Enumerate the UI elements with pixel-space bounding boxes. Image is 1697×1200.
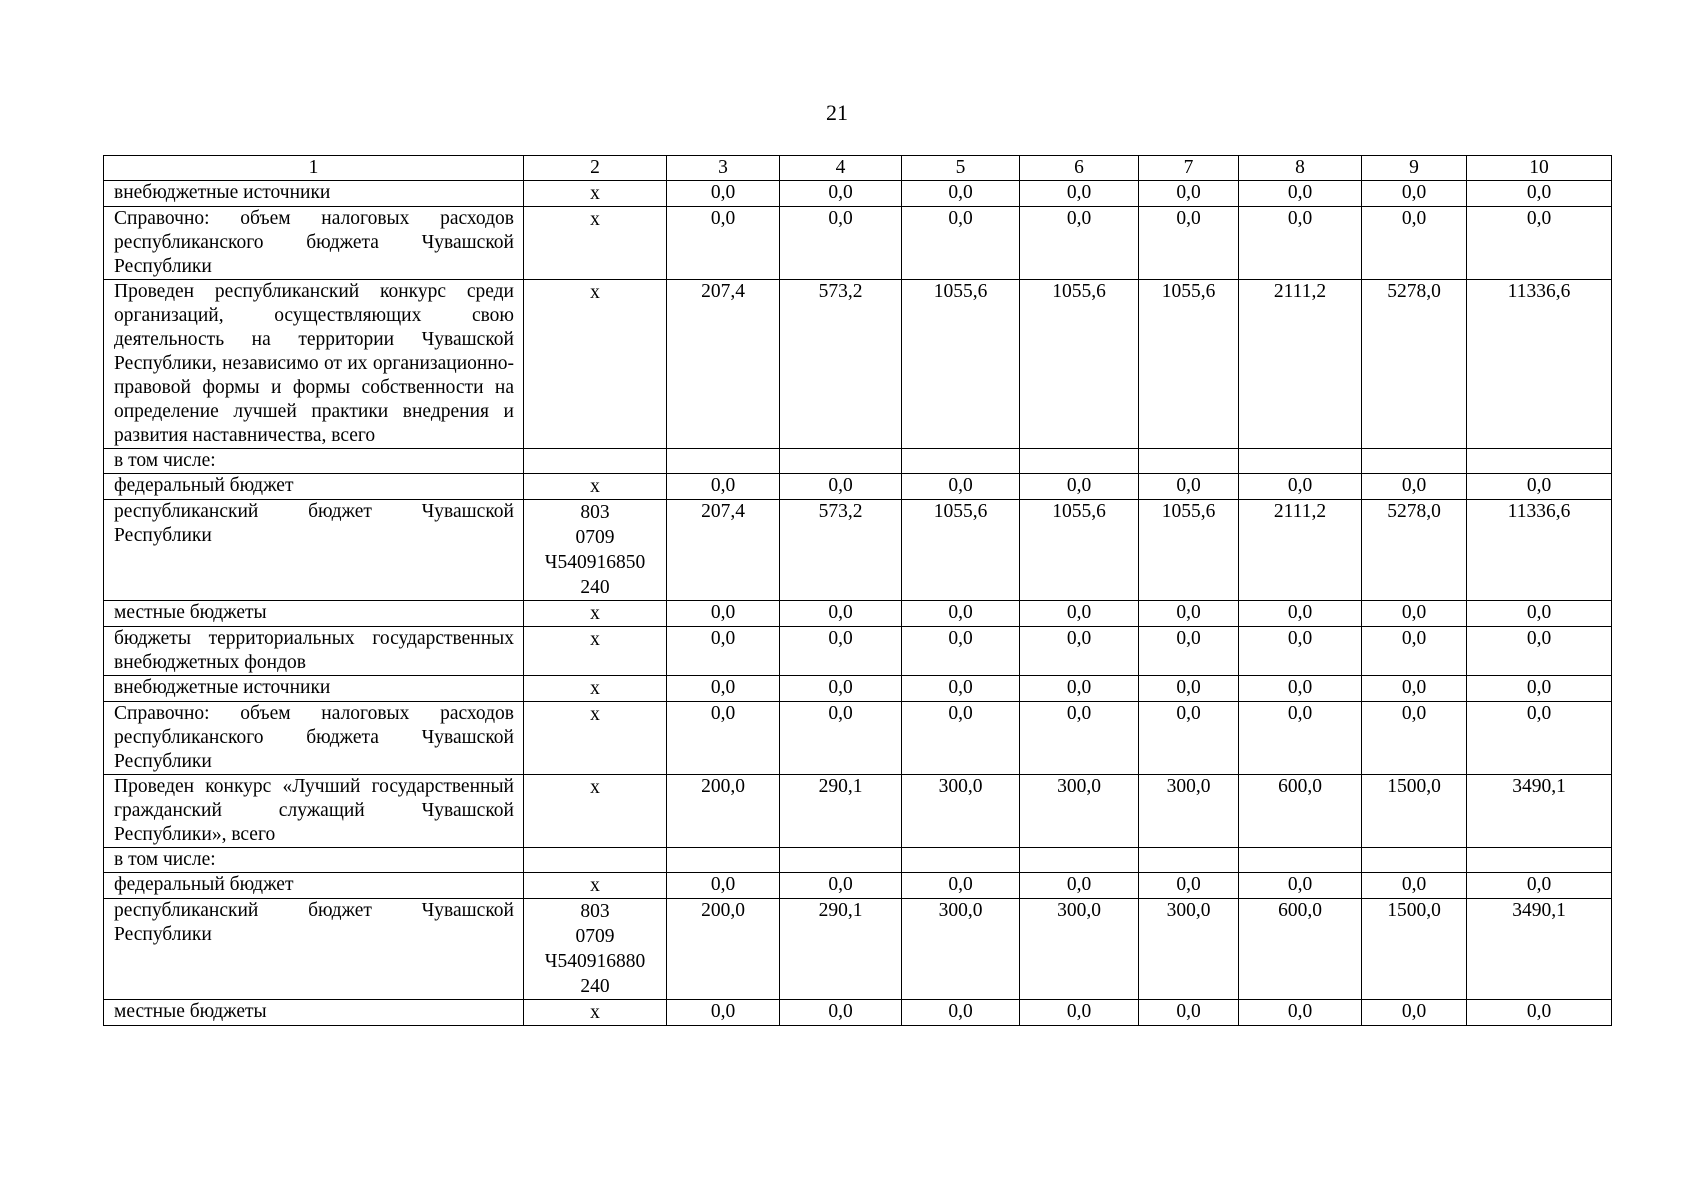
table-row (104, 702, 1612, 775)
value-cell: 2111,2 (1239, 280, 1362, 449)
value-cell: 0,0 (1239, 627, 1362, 676)
value-cell: 0,0 (1362, 627, 1467, 676)
value-cell: 207,4 (667, 280, 780, 449)
value-cell: 200,0 (667, 899, 780, 1000)
value-cell: 0,0 (667, 873, 780, 899)
budget-code-cell: х (524, 627, 667, 676)
value-cell: 0,0 (667, 702, 780, 775)
value-cell: 0,0 (1467, 702, 1612, 775)
table-row (104, 873, 1612, 899)
value-cell: 0,0 (780, 1000, 902, 1026)
value-cell: 0,0 (1467, 601, 1612, 627)
budget-code-cell: х (524, 280, 667, 449)
value-cell: 0,0 (1139, 676, 1239, 702)
value-cell: 1055,6 (1020, 500, 1139, 601)
value-cell (1362, 848, 1467, 873)
budget-code-cell: х (524, 873, 667, 899)
budget-code-cell (524, 449, 667, 474)
value-cell: 0,0 (1020, 207, 1139, 280)
budget-code-cell: х (524, 601, 667, 627)
value-cell: 3490,1 (1467, 775, 1612, 848)
budget-code-cell: х (524, 676, 667, 702)
value-cell: 0,0 (1362, 474, 1467, 500)
value-cell (1020, 848, 1139, 873)
value-cell: 0,0 (902, 601, 1020, 627)
column-header: 8 (1239, 156, 1362, 181)
value-cell: 0,0 (780, 474, 902, 500)
budget-code-cell (524, 848, 667, 873)
value-cell: 1500,0 (1362, 775, 1467, 848)
value-cell: 200,0 (667, 775, 780, 848)
value-cell: 0,0 (667, 601, 780, 627)
value-cell: 0,0 (1020, 873, 1139, 899)
value-cell: 0,0 (1362, 1000, 1467, 1026)
value-cell: 0,0 (1239, 474, 1362, 500)
column-header: 2 (524, 156, 667, 181)
value-cell: 5278,0 (1362, 280, 1467, 449)
row-label: внебюджетные источники (104, 676, 524, 702)
page-number: 21 (826, 100, 848, 125)
table-row (104, 474, 1612, 500)
row-label: республиканский бюджет Чувашской Республики (104, 500, 524, 601)
value-cell: 0,0 (902, 873, 1020, 899)
value-cell: 0,0 (1020, 676, 1139, 702)
value-cell: 0,0 (1362, 873, 1467, 899)
value-cell (1239, 449, 1362, 474)
value-cell: 573,2 (780, 280, 902, 449)
value-cell: 0,0 (1362, 181, 1467, 207)
row-label: в том числе: (104, 449, 524, 474)
value-cell: 0,0 (667, 474, 780, 500)
value-cell (1362, 449, 1467, 474)
value-cell: 0,0 (780, 702, 902, 775)
value-cell (902, 449, 1020, 474)
value-cell: 1055,6 (902, 280, 1020, 449)
value-cell: 0,0 (780, 181, 902, 207)
row-label: Проведен республиканский конкурс среди организаций, осуществляющих свою деятельность на территории Чувашской Республики, независимо от их организационно-правовой формы и формы собственности на определение лучшей практики внедрения и развития наставничества, всего (104, 280, 524, 449)
value-cell: 290,1 (780, 899, 902, 1000)
value-cell: 0,0 (780, 601, 902, 627)
row-label: Справочно: объем налоговых расходов республиканского бюджета Чувашской Республики (104, 207, 524, 280)
value-cell (1467, 848, 1612, 873)
value-cell: 11336,6 (1467, 500, 1612, 601)
value-cell: 1055,6 (1139, 500, 1239, 601)
value-cell: 0,0 (1139, 181, 1239, 207)
value-cell: 300,0 (1020, 775, 1139, 848)
budget-code-cell: х (524, 775, 667, 848)
column-header: 9 (1362, 156, 1467, 181)
value-cell: 0,0 (1139, 601, 1239, 627)
value-cell: 0,0 (1139, 1000, 1239, 1026)
value-cell: 0,0 (1239, 207, 1362, 280)
value-cell: 0,0 (1139, 702, 1239, 775)
value-cell: 600,0 (1239, 899, 1362, 1000)
value-cell: 0,0 (902, 702, 1020, 775)
table-row (104, 1000, 1612, 1026)
value-cell: 0,0 (780, 207, 902, 280)
value-cell: 0,0 (1139, 207, 1239, 280)
table-row (104, 775, 1612, 848)
value-cell (1139, 848, 1239, 873)
value-cell: 0,0 (902, 627, 1020, 676)
table-row (104, 676, 1612, 702)
value-cell: 0,0 (1467, 873, 1612, 899)
value-cell (667, 848, 780, 873)
value-cell: 1055,6 (1139, 280, 1239, 449)
table-row (104, 627, 1612, 676)
row-label: Справочно: объем налоговых расходов республиканского бюджета Чувашской Республики (104, 702, 524, 775)
value-cell: 0,0 (1139, 627, 1239, 676)
value-cell (780, 848, 902, 873)
value-cell: 300,0 (902, 899, 1020, 1000)
value-cell: 0,0 (1020, 702, 1139, 775)
value-cell: 600,0 (1239, 775, 1362, 848)
value-cell: 0,0 (1239, 1000, 1362, 1026)
value-cell: 300,0 (902, 775, 1020, 848)
row-label: местные бюджеты (104, 1000, 524, 1026)
column-header: 7 (1139, 156, 1239, 181)
value-cell (902, 848, 1020, 873)
value-cell: 1500,0 (1362, 899, 1467, 1000)
column-header: 5 (902, 156, 1020, 181)
value-cell: 0,0 (1239, 676, 1362, 702)
budget-code-cell: 803 0709 Ч540916850 240 (524, 500, 667, 601)
table-row (104, 848, 1612, 873)
value-cell: 0,0 (1467, 474, 1612, 500)
value-cell: 0,0 (1239, 873, 1362, 899)
value-cell: 0,0 (667, 181, 780, 207)
value-cell: 0,0 (1239, 181, 1362, 207)
value-cell: 0,0 (1467, 676, 1612, 702)
value-cell (1020, 449, 1139, 474)
table-row (104, 899, 1612, 1000)
budget-code-cell: х (524, 181, 667, 207)
table-row (104, 280, 1612, 449)
value-cell (1467, 449, 1612, 474)
value-cell: 207,4 (667, 500, 780, 601)
value-cell: 0,0 (667, 1000, 780, 1026)
value-cell: 0,0 (1020, 181, 1139, 207)
value-cell: 0,0 (667, 207, 780, 280)
value-cell: 0,0 (902, 181, 1020, 207)
budget-code-cell: х (524, 702, 667, 775)
value-cell: 0,0 (902, 474, 1020, 500)
value-cell: 573,2 (780, 500, 902, 601)
value-cell: 300,0 (1020, 899, 1139, 1000)
row-label: республиканский бюджет Чувашской Республики (104, 899, 524, 1000)
value-cell: 300,0 (1139, 899, 1239, 1000)
value-cell: 11336,6 (1467, 280, 1612, 449)
value-cell: 0,0 (1362, 207, 1467, 280)
row-label: федеральный бюджет (104, 873, 524, 899)
value-cell: 0,0 (780, 873, 902, 899)
value-cell: 0,0 (1020, 474, 1139, 500)
row-label: в том числе: (104, 848, 524, 873)
value-cell: 0,0 (902, 676, 1020, 702)
value-cell: 0,0 (667, 627, 780, 676)
value-cell: 3490,1 (1467, 899, 1612, 1000)
row-label: бюджеты территориальных государственных внебюджетных фондов (104, 627, 524, 676)
table-row (104, 500, 1612, 601)
row-label: местные бюджеты (104, 601, 524, 627)
table-row (104, 207, 1612, 280)
table-header-row (104, 156, 1612, 181)
row-label: внебюджетные источники (104, 181, 524, 207)
value-cell: 2111,2 (1239, 500, 1362, 601)
value-cell: 0,0 (1139, 873, 1239, 899)
value-cell: 0,0 (1020, 1000, 1139, 1026)
value-cell: 0,0 (1362, 676, 1467, 702)
value-cell: 0,0 (1020, 601, 1139, 627)
budget-code-cell: х (524, 474, 667, 500)
value-cell: 290,1 (780, 775, 902, 848)
table-row (104, 601, 1612, 627)
budget-code-cell: х (524, 207, 667, 280)
value-cell: 0,0 (1239, 702, 1362, 775)
value-cell (1239, 848, 1362, 873)
column-header: 4 (780, 156, 902, 181)
budget-code-cell: х (524, 1000, 667, 1026)
value-cell: 0,0 (1020, 627, 1139, 676)
column-header: 1 (104, 156, 524, 181)
value-cell: 0,0 (902, 1000, 1020, 1026)
row-label: федеральный бюджет (104, 474, 524, 500)
value-cell: 0,0 (1467, 207, 1612, 280)
value-cell: 300,0 (1139, 775, 1239, 848)
table-row (104, 181, 1612, 207)
value-cell: 0,0 (902, 207, 1020, 280)
budget-code-cell: 803 0709 Ч540916880 240 (524, 899, 667, 1000)
value-cell (780, 449, 902, 474)
value-cell (667, 449, 780, 474)
value-cell: 0,0 (780, 676, 902, 702)
value-cell: 5278,0 (1362, 500, 1467, 601)
value-cell: 0,0 (1467, 181, 1612, 207)
value-cell: 1055,6 (1020, 280, 1139, 449)
table-body (104, 156, 1612, 1026)
value-cell: 0,0 (1139, 474, 1239, 500)
column-header: 6 (1020, 156, 1139, 181)
column-header: 10 (1467, 156, 1612, 181)
value-cell: 1055,6 (902, 500, 1020, 601)
value-cell: 0,0 (1362, 702, 1467, 775)
value-cell: 0,0 (1362, 601, 1467, 627)
value-cell: 0,0 (1467, 1000, 1612, 1026)
value-cell (1139, 449, 1239, 474)
budget-table (103, 155, 1612, 1026)
value-cell: 0,0 (1467, 627, 1612, 676)
value-cell: 0,0 (1239, 601, 1362, 627)
column-header: 3 (667, 156, 780, 181)
row-label: Проведен конкурс «Лучший государственный гражданский служащий Чувашской Республики», всего (104, 775, 524, 848)
table-row (104, 449, 1612, 474)
value-cell: 0,0 (780, 627, 902, 676)
value-cell: 0,0 (667, 676, 780, 702)
